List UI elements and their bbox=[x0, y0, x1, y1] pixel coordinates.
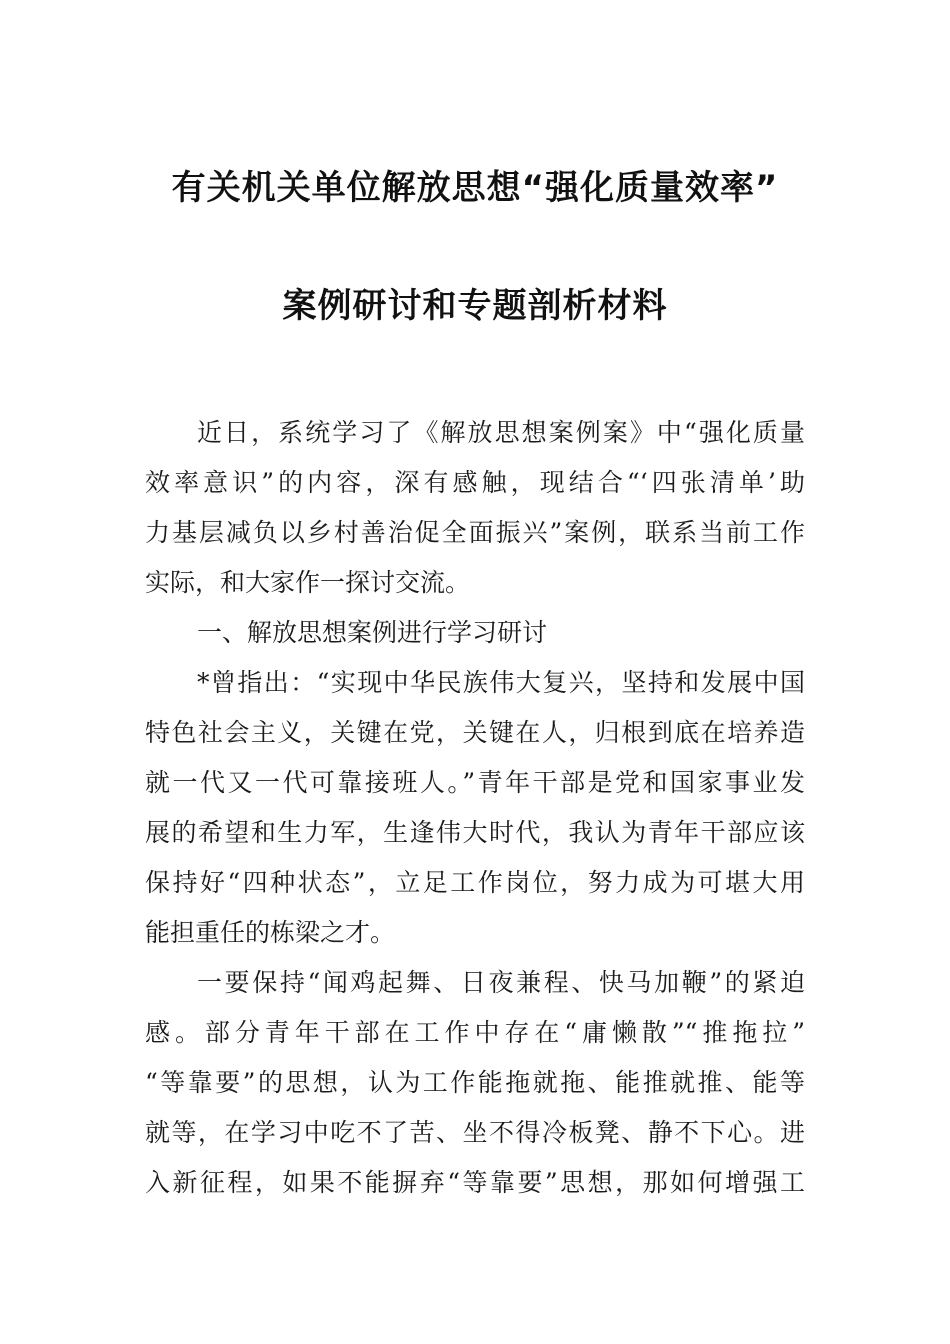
body-line: 感。部分青年干部在工作中存在“庸懒散”“推拖拉” bbox=[145, 1018, 805, 1047]
body-line: “等靠要”的思想，认为工作能拖就拖、能推就推、能等 bbox=[145, 1068, 805, 1097]
body-line: 能担重任的栋梁之才。 bbox=[145, 918, 396, 947]
document-title-line-1: 有关机关单位解放思想“强化质量效率” bbox=[171, 168, 779, 208]
body-line: 就一代又一代可靠接班人。”青年干部是党和国家事业发 bbox=[145, 768, 805, 797]
section-heading: 一、解放思想案例进行学习研讨 bbox=[197, 618, 548, 647]
body-line: 入新征程，如果不能摒弃“等靠要”思想，那如何增强工 bbox=[145, 1168, 805, 1197]
body-line: 力基层减负以乡村善治促全面振兴”案例，联系当前工作 bbox=[145, 518, 805, 547]
body-line: 效率意识”的内容，深有感触，现结合“‘四张清单’助 bbox=[145, 468, 805, 497]
document-body bbox=[145, 408, 805, 1208]
body-line: 实际，和大家作一探讨交流。 bbox=[145, 568, 471, 597]
body-line: 就等，在学习中吃不了苦、坐不得冷板凳、静不下心。进 bbox=[145, 1118, 805, 1147]
body-line: 保持好“四种状态”，立足工作岗位，努力成为可堪大用 bbox=[145, 868, 805, 897]
body-line: *曾指出：“实现中华民族伟大复兴，坚持和发展中国 bbox=[197, 668, 805, 697]
document-title-line-2: 案例研讨和专题剖析材料 bbox=[282, 286, 668, 326]
body-line: 展的希望和生力军，生逢伟大时代，我认为青年干部应该 bbox=[145, 818, 805, 847]
body-line: 特色社会主义，关键在党，关键在人，归根到底在培养造 bbox=[145, 718, 805, 747]
body-line: 近日，系统学习了《解放思想案例案》中“强化质量 bbox=[197, 418, 805, 447]
body-line: 一要保持“闻鸡起舞、日夜兼程、快马加鞭”的紧迫 bbox=[197, 968, 805, 997]
